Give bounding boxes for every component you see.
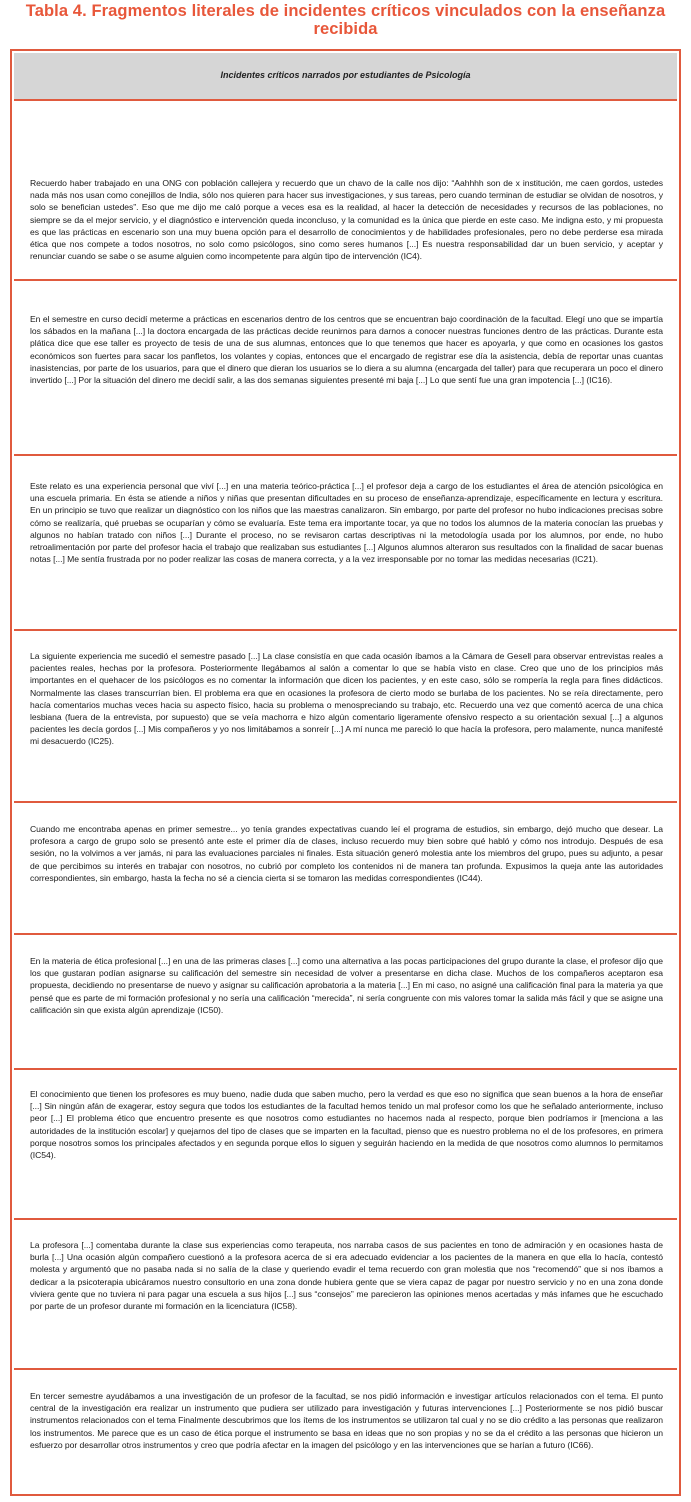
table-row-ic58 [14, 1220, 677, 1370]
incident-text-ic54: El conocimiento que tienen los profesores es muy bueno, nadie duda que saben mucho, pero la verdad es que eso no significa que sean buenos a la hora de enseñar [...] Sin ningún afán de exagerar, estoy segura que todos los estudiantes de la facultad hemos tenido un mal profesor como los que he señalado anteriormente, incluso peor [...] El problema ético que encuentro presente es que nosotros como estudiantes no hacemos nada al respecto, porque bien podríamos ir [menciona a las autoridades de la institución escolar] y quejarnos del tipo de clases que se imparten en la facultad, pienso que es nuestro problema no el de los profesores, en primera porque nosotros somos los principales afectados y en segunda porque ellos lo siguen y seguirán haciendo en la medida de que nosotros como alumnos lo permitamos (IC54). [30, 1089, 663, 1161]
table-row-ic25 [14, 631, 677, 803]
table-header-label: Incidentes críticos narrados por estudiantes de Psicología [220, 70, 471, 80]
table-title [0, 2, 691, 38]
table-row-ic4 [14, 99, 677, 281]
incident-text-ic21: Este relato es una experiencia personal que viví [...] en una materia teórico-práctica [...] el profesor deja a cargo de los estudiantes el área de atención psicológica en una escuela primaria. En ésta se atiende a niños y niñas que presentan dificultades en su proceso de enseñanza-aprendizaje, específicamente en lectura y escritura. En un principio se tuvo que realizar un diagnóstico con los niños que las maestras canalizaron. Sin embargo, por parte del profesor no hubo indicaciones precisas sobre cómo se realizaría, qué pruebas se ocuparían y cómo se evaluaría. Este tema era importante tocar, ya que no todos los alumnos de la materia conocían las pruebas y algunos no habían tratado con niños [...] Durante el proceso, no se revisaron cartas descriptivas ni la metodología usada por los alumnos, por ende, no hubo retroalimentación por parte del profesor hacia el trabajo que realizaban sus estudiantes [...] Algunos alumnos alteraron sus resultados con la finalidad de sacar buenas notas [...] Me sentía frustrada por no poder realizar las cosas de manera correcta, y a la vez irresponsable por no tomar las medidas necesarias (IC21). [30, 481, 663, 565]
incidents-table [10, 49, 681, 1496]
incident-text-ic16: En el semestre en curso decidí meterme a prácticas en escenarios dentro de los centros que se encuentran bajo coordinación de la facultad. Elegí uno que se impartía los sábados en la mañana [...] la doctora encargada de las prácticas decide reunirnos para darnos a conocer nuestras funciones dentro de las prácticas. Durante esta plática dice que ese taller es proyecto de tesis de una de sus alumnas, entonces que lo que tenemos que hacer es apoyarla, y que como en ocasiones los gastos económicos son fuertes para sacar los panfletos, los volantes y copias, entonces que el encargado de registrar ese día la asistencia, debía de reportar unas cuantas inasistencias, por parte de los usuarios, para que el dinero que dieran los usuarios se lo diera a su alumna (encargada del taller) para que recuperara un poco el dinero invertido [...] Por la situación del dinero me decidí salir, a las dos semanas siguientes presenté mi baja [...] Lo que sentí fue una gran impotencia [...] (IC16). [30, 314, 663, 386]
incident-text-ic44: Cuando me encontraba apenas en primer semestre... yo tenía grandes expectativas cuando leí el programa de estudios, sin embargo, dejó mucho que desear. La profesora a cargo de grupo solo se presentó ante este el primer día de clases, incluso recuerdo muy bien sobre qué habló y cómo nos introdujo. Después de esa sesión, no la volvimos a ver jamás, ni para las evaluaciones parciales ni finales. Esta situación generó molestia ante los miembros del grupo, pues su adjunto, a pesar de que percibimos su interés en trabajar con nosotros, no cubrió por completo los contenidos ni de manera tan profunda. Expusimos la queja ante las autoridades correspondientes, sin embargo, hasta la fecha no sé a ciencia cierta si se tomaron las medidas correspondientes (IC44). [30, 824, 663, 883]
incident-text-ic50: En la materia de ética profesional [...] en una de las primeras clases [...] como una alternativa a las pocas participaciones del grupo durante la clase, el profesor dijo que los que gustaran podían asignarse su calificación del semestre sin necesidad de volver a presentarse en dicha clase. Muchos de los compañeros aceptaron esa propuesta, decidiendo no presentarse de nuevo y asignar su calificación aprobatoria a la materia [...] En mi caso, no asigné una calificación final para la materia ya que pensé que es parte de mi formación profesional y no sería una calificación “merecida”, ni sería congruente con mis valores tomar la salida más fácil y que se asigne una calificación sin que exista algún aprendizaje (IC50). [30, 956, 663, 1015]
incident-text-ic66: En tercer semestre ayudábamos a una investigación de un profesor de la facultad, se nos pidió información e investigar artículos relacionados con el tema. El punto central de la investigación era realizar un instrumento que pudiera ser utilizado para investigación y futuras intervenciones [...] Posteriormente se nos pidió buscar instrumentos relacionados con el tema Finalmente descubrimos que los ítems de los instrumentos se utilizaron tal cual y no se dio crédito a las personas que realizaron los instrumentos. Me parece que es un caso de ética porque el instrumento se basa en ideas que no son propias y no se da el crédito a las personas que hicieron un esfuerzo por desarrollar otros instrumentos y creo que podría afectar en la imagen del psicólogo y en las intervenciones que se harían a futuro (IC66). [30, 1391, 663, 1450]
table-title-line-2: recibida [313, 20, 378, 38]
table-title-line-1: Tabla 4. Fragmentos literales de incidentes críticos vinculados con la enseñanza [25, 2, 666, 20]
table-row-ic50 [14, 935, 677, 1070]
table-row-ic21 [14, 456, 677, 631]
table-row-ic16 [14, 281, 677, 456]
table-row-ic66 [14, 1370, 677, 1494]
incident-text-ic58: La profesora [...] comentaba durante la clase sus experiencias como terapeuta, nos narraba casos de sus pacientes en tono de admiración y en ocasiones hasta de burla [...] Una ocasión algún compañero cuestionó a la profesora acerca de si era adecuado evidenciar a los pacientes de la manera en que ella lo hacía, contestó molesta y argumentó que no pasaba nada si no salía de la clase y queriendo evadir el tema recuerdo con gran molestia que nos “recomendó” que si nos íbamos a dedicar a la psicoterapia ubicáramos nuestro consultorio en una zona donde hubiera gente que se viera capaz de pagar por nuestro servicio y no en una zona donde viviera gente que no tuviera ni para pagar una escuela a sus hijos [...] sus “consejos” me parecieron las opiniones menos acertadas y más infames que he escuchado por parte de un profesor durante mi formación en la licenciatura (IC58). [30, 1240, 663, 1312]
table-header [14, 53, 677, 101]
table-row-ic44 [14, 803, 677, 935]
table-row-ic54 [14, 1070, 677, 1220]
incident-text-ic25: La siguiente experiencia me sucedió el semestre pasado [...] La clase consistía en que cada ocasión íbamos a la Cámara de Gesell para observar entrevistas reales a pacientes reales, hechas por la profesora. Posteriormente llegábamos al salón a comentar lo que se había visto en clase. Creo que uno de los principios más importantes en el quehacer de los psicólogos es no comentar la información que dicen los pacientes, y en este caso, sólo se rompería la regla para fines didácticos. Normalmente las clases transcurrían bien. El problema era que en ocasiones la profesora de cierto modo se burlaba de los pacientes. No se reía directamente, pero hacía comentarios muchas veces hacia su aspecto físico, hacia su problema o menospreciando su trabajo, etc. Recuerdo una vez que comentó acerca de una chica lesbiana (fuera de la entrevista, por supuesto) que se veía machorra e hizo algún comentario ligeramente ofensivo respecto a su orientación sexual [...] a algunos pacientes les decía gordos [...] Mis compañeros y yo nos limitábamos a sonreír [...] A mí nunca me pareció lo que hacía la profesora, pero malamente, nunca manifesté mi desacuerdo (IC25). [30, 651, 663, 747]
incident-text-ic4: Recuerdo haber trabajado en una ONG con población callejera y recuerdo que un chavo de la calle nos dijo: “Aahhhh son de x institución, me caen gordos, ustedes nada más nos usan como conejillos de India, sólo nos quieren para hacer sus investigaciones, y sus tareas, pero cuando terminan de estudiar se olvidan de nosotros, y solo se benefician ustedes”. Eso que me dijo me caló porque a veces esa es la realidad, al hacer la detección de necesidades y recursos de las poblaciones, no siempre se da el mejor servicio, y el diagnóstico e intervención queda inconcluso, y la comunidad es la única que pierde en este caso. Me indigna esto, y mi propuesta es que las prácticas en escenario son una muy buena opción para el desarrollo de conocimientos y de habilidades profesionales, pero no debe perderse esa mirada ética que nos compete a todos nosotros, no solo como psicólogos, sino como seres humanos [...] Es nuestra responsabilidad dar un buen servicio, y aceptar y renunciar cuando se sabe o se asume alguien como incompetente para algún tipo de intervención (IC4). [30, 178, 663, 262]
